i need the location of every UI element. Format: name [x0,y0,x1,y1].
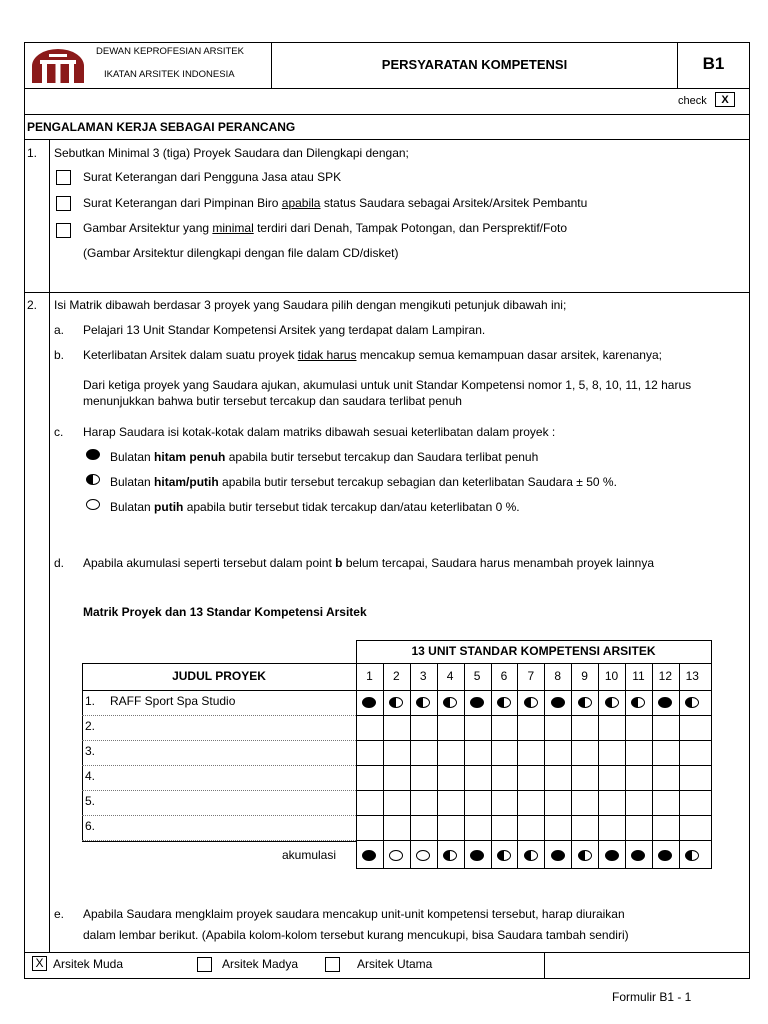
matrix-mark-half-icon [389,697,403,708]
row-number: 3. [85,744,96,758]
accum-mark-full-icon [631,850,645,861]
row-number: 1. [85,694,96,708]
matrix-row-cell-line [356,765,711,766]
point-b-text: Keterlibatan Arsitek dalam suatu proyek tidak harus mencakup semua kemampuan dasar arsitek, karenanya; [83,348,662,362]
matrix-column-line [517,663,518,868]
unit-number: 8 [554,669,562,683]
matrix-mark-half-icon [631,697,645,708]
point-b-letter: b. [54,348,65,362]
unit-number: 10 [604,669,619,683]
legend-empty-text: Bulatan putih apabila butir tersebut tidak tercakup dan/atau keterlibatan 0 %. [110,500,520,514]
form-code: B1 [702,54,725,73]
matrix-row-line [82,840,356,841]
matrix-row-line [82,790,356,791]
page-title: PERSYARATAN KOMPETENSI [381,57,568,72]
item-2-intro: Isi Matrik dibawah berdasar 3 proyek yang Saudara pilih dengan mengikuti petunjuk dibawah ini; [54,298,567,312]
point-b-para-1: Dari ketiga proyek yang Saudara ajukan, akumulasi untuk unit Standar Kompetensi nomor 1, 5, 8, 10, 11, 12 harus [83,378,692,392]
checkbox-arsitek-madya[interactable] [197,957,212,972]
row-number: 4. [85,769,96,783]
unit-number: 5 [473,669,481,683]
point-e-letter: e. [54,907,65,921]
matrix-right-line [711,640,712,869]
matrix-top-line [356,640,711,641]
section-title: PENGALAMAN KERJA SEBAGAI PERANCANG [27,120,296,134]
unit-number: 12 [658,669,673,683]
matrix-mark-half-icon [685,697,699,708]
unit-number: 13 [685,669,699,683]
point-c-letter: c. [54,425,64,439]
matrix-mark-half-icon [416,697,430,708]
matrix-row-cell-line [356,840,711,841]
matrix-column-line [491,663,492,868]
legend-half-circle-icon [86,474,100,485]
accum-mark-half-icon [497,850,511,861]
accum-mark-full-icon [605,850,619,861]
units-header: 13 UNIT STANDAR KOMPETENSI ARSITEK [411,644,656,658]
accum-mark-full-icon [551,850,565,861]
check-item-3: Gambar Arsitektur yang minimal terdiri dari Denah, Tampak Potongan, dan Persprektif/Foto [83,221,568,235]
org-line-2: IKATAN ARSITEK INDONESIA [104,69,235,80]
item-1-number: 1. [27,146,38,160]
row-number: 6. [85,819,96,833]
unit-number: 3 [419,669,427,683]
project-header: JUDUL PROYEK [172,669,266,683]
item-1-note: (Gambar Arsitektur dilengkapi dengan file dalam CD/disket) [83,246,399,260]
point-e-line-1: Apabila Saudara mengklaim proyek saudara mencakup unit-unit kompetensi tersebut, harap diuraikan [83,907,625,921]
matrix-bottom-line [356,868,711,869]
matrix-mark-half-icon [524,697,538,708]
matrix-row-line [82,740,356,741]
unit-number: 1 [366,669,373,683]
checkbox-biro[interactable] [56,196,71,211]
iai-logo [30,46,86,84]
accum-mark-full-icon [658,850,672,861]
matrix-row-cell-line [356,815,711,816]
matrix-row-cell-line [356,740,711,741]
point-a-letter: a. [54,323,65,337]
checkbox-gambar[interactable] [56,223,71,238]
matrix-row-cell-line [356,715,711,716]
check-mark: X [721,94,729,106]
matrix-column-line [652,663,653,868]
accum-mark-empty-icon [389,850,403,861]
matrix-project-bottom-line [82,841,356,842]
legend-half-text: Bulatan hitam/putih apabila butir tersebut tercakup sebagian dan keterlibatan Saudara ± 50 %. [110,475,617,489]
matrix-mark-full-icon [362,697,376,708]
legend-full-circle-icon [86,449,100,460]
matrix-column-line [383,663,384,868]
matrix-units-left-line [356,640,357,869]
unit-number: 4 [446,669,454,683]
accum-label: akumulasi [281,848,336,862]
point-b-para-2: menunjukkan bahwa butir tersebut tercakup dan saudara terlibat penuh [83,394,462,408]
item-1-intro: Sebutkan Minimal 3 (tiga) Proyek Saudara dan Dilengkapi dengan; [54,146,409,160]
matrix-title: Matrik Proyek dan 13 Standar Kompetensi Arsitek [83,605,367,619]
label-arsitek-madya: Arsitek Madya [222,957,299,971]
matrix-column-line [437,663,438,868]
accum-mark-half-icon [685,850,699,861]
point-c-text: Harap Saudara isi kotak-kotak dalam matriks dibawah sesuai keterlibatan dalam proyek : [83,425,556,439]
matrix-column-line [679,663,680,868]
item-2-number: 2. [27,298,38,312]
label-arsitek-muda: Arsitek Muda [53,957,124,971]
legend-empty-circle-icon [86,499,100,510]
matrix-mark-half-icon [578,697,592,708]
point-a-text: Pelajari 13 Unit Standar Kompetensi Arsitek yang terdapat dalam Lampiran. [83,323,486,337]
matrix-units-divider [356,663,711,664]
check-label: check [678,95,707,107]
project-name: RAFF Sport Spa Studio [110,694,236,708]
matrix-mark-full-icon [658,697,672,708]
unit-number: 11 [632,669,645,683]
unit-number: 6 [500,669,508,683]
accum-mark-half-icon [524,850,538,861]
accum-mark-full-icon [362,850,376,861]
matrix-mark-half-icon [605,697,619,708]
matrix-row-line [82,715,356,716]
check-item-2: Surat Keterangan dari Pimpinan Biro apabila status Saudara sebagai Arsitek/Arsitek Pembantu [83,196,588,210]
matrix-column-line [598,663,599,868]
matrix-column-line [571,663,572,868]
point-d-letter: d. [54,556,65,570]
matrix-column-line [464,663,465,868]
point-e-line-2: dalam lembar berikut. (Apabila kolom-kolom tersebut kurang mencukupi, bisa Saudara tambah sendiri) [83,928,629,942]
accum-mark-half-icon [443,850,457,861]
matrix-column-line [410,663,411,868]
matrix-mark-half-icon [497,697,511,708]
checkbox-arsitek-utama[interactable] [325,957,340,972]
label-arsitek-utama: Arsitek Utama [357,957,433,971]
matrix-project-header-top [82,663,356,664]
matrix-row-line [82,765,356,766]
matrix-header-bottom [82,690,711,691]
unit-number: 2 [392,669,400,683]
checkbox-spk[interactable] [56,170,71,185]
point-d-text: Apabila akumulasi seperti tersebut dalam point b belum tercapai, Saudara harus menambah proyek lainnya [83,556,654,570]
footer-form-code: Formulir B1 - 1 [612,990,692,1004]
matrix-row-cell-line [356,790,711,791]
matrix-mark-half-icon [443,697,457,708]
unit-number: 9 [581,669,588,683]
legend-full-text: Bulatan hitam penuh apabila butir tersebut tercakup dan Saudara terlibat penuh [110,450,539,464]
matrix-column-line [544,663,545,868]
matrix-column-line [625,663,626,868]
unit-number: 7 [527,669,535,683]
org-line-1: DEWAN KEPROFESIAN ARSITEK [96,46,244,57]
matrix-mark-full-icon [551,697,565,708]
matrix-row-line [82,815,356,816]
accum-mark-full-icon [470,850,484,861]
muda-mark: X [35,956,44,970]
accum-mark-empty-icon [416,850,430,861]
row-number: 5. [85,794,96,808]
matrix-mark-full-icon [470,697,484,708]
checkbox-arsitek-muda[interactable] [32,956,47,971]
matrix-left-line [82,663,83,841]
accum-mark-half-icon [578,850,592,861]
check-item-1: Surat Keterangan dari Pengguna Jasa atau SPK [83,170,342,184]
check-box[interactable] [715,92,735,107]
row-number: 2. [85,719,96,733]
